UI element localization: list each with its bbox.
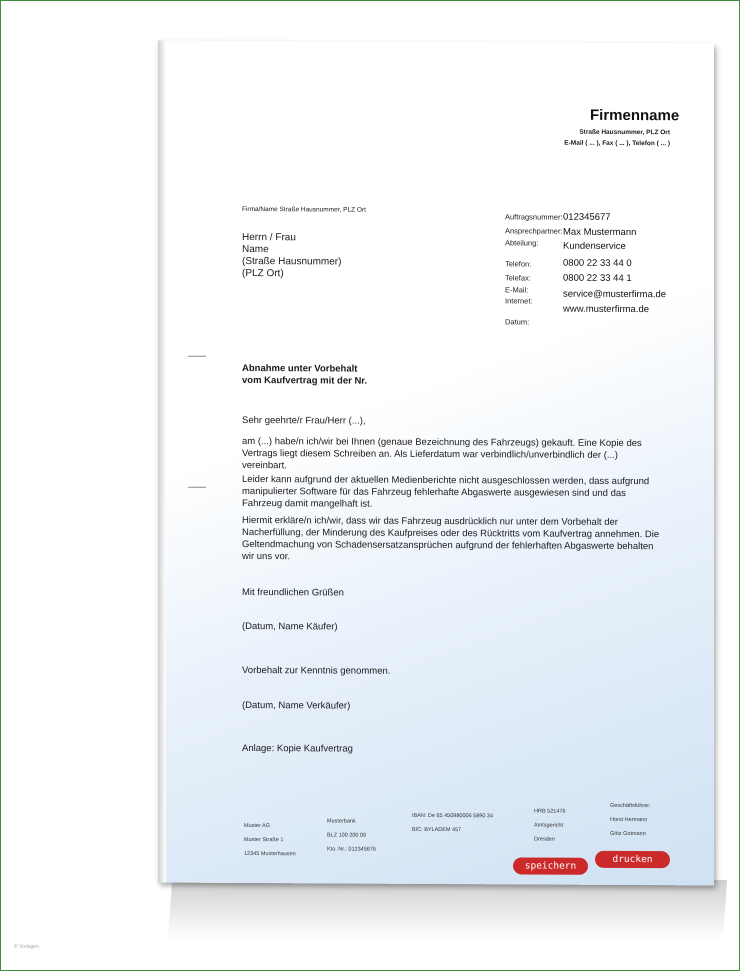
footer-register (534, 805, 566, 847)
print-button[interactable]: drucken (595, 851, 670, 868)
fax-label: Telefax: (505, 273, 531, 283)
company-name: Firmenname (590, 106, 680, 125)
recipient-line: Herrn / Frau (242, 231, 296, 244)
dept-value: Kundenservice (563, 240, 626, 252)
page-shadow (168, 880, 727, 940)
recipient-line: (PLZ Ort) (242, 267, 284, 280)
footer-management (610, 799, 651, 841)
footer-iban (412, 809, 493, 837)
footer-line: Muster AG (244, 822, 270, 830)
attachment-note: Anlage: Kopie Kaufvertrag (242, 742, 353, 755)
seller-signature: (Datum, Name Verkäufer) (242, 699, 351, 712)
footer-line: Kto. Nr.: 012345676 (327, 846, 376, 853)
internet-label: Internet: (505, 296, 533, 306)
recipient-line: Name (242, 243, 269, 256)
recipient-line: (Straße Hausnummer) (242, 255, 342, 268)
footer-line: Musterbank (327, 818, 356, 825)
salutation: Sehr geehrte/r Frau/Herr (...), (242, 414, 366, 427)
order-label: Auftragsnummer: (505, 212, 563, 222)
acknowledgement: Vorbehalt zur Kenntnis genommen. (242, 664, 391, 677)
paragraph-3: Hiermit erkläre/n ich/wir, dass wir das Fahrzeug ausdrücklich nur unter dem Vorbehalt der Nacherfüllung, der Minderung des Kaufpreises oder des Rücktritts vom Kaufvertrag annehmen. Die Geltendmachung von Schadensersatzansprüchen aufgrund der fehlerhaften Abgaswerte behalten wir uns vor. (242, 514, 660, 563)
paragraph-2: Leider kann aufgrund der aktuellen Medienberichte nicht ausgeschlossen werden, dass aufgrund manipulierter Software für das Fahrzeug fehlerhafte Abgaswerte ausgewiesen sind und das Fahrzeug damit mangelhaft ist. (242, 473, 650, 510)
footer-line: BLZ 100 200 00 (327, 832, 367, 839)
buyer-signature: (Datum, Name Käufer) (242, 620, 338, 633)
footer-line: Muster Straße 1 (244, 836, 284, 844)
subject-line: Abnahme unter Vorbehalt (242, 362, 358, 375)
footer-line: IBAN: De 65 450980006 5890 34 (412, 812, 494, 820)
footer-line: Geschäftsführer: (610, 802, 651, 810)
contact-value: Max Mustermann (563, 226, 637, 239)
footer-line: Götz Gotmann (610, 830, 646, 838)
subject-line: vom Kaufvertrag mit der Nr. (242, 374, 368, 387)
watermark: © Vorlagen (14, 944, 39, 950)
footer-company (244, 819, 296, 861)
footer-line: 12345 Musterhausen (244, 850, 296, 858)
phone-label: Telefon: (505, 259, 532, 269)
subject (242, 363, 367, 388)
page-edge (158, 41, 166, 883)
contact-label: Ansprechpartner: (505, 226, 563, 236)
recipient-block (242, 232, 341, 281)
letter-page (158, 41, 714, 886)
punch-mark (188, 487, 206, 488)
footer-line: HRB 521476 (534, 808, 566, 815)
phone-value: 0800 22 33 44 0 (563, 257, 632, 270)
footer-line: Amtsgericht (534, 822, 564, 829)
sender-line: Firma/Name Straße Hausnummer, PLZ Ort (242, 205, 366, 214)
dept-label: Abteilung: (505, 238, 539, 248)
footer-line: BIC: BYLADEM 457 (412, 826, 462, 834)
email-label: E-Mail: (505, 285, 529, 295)
date-label: Datum: (505, 317, 530, 327)
email-value: service@musterfirma.de (563, 288, 667, 301)
closing: Mit freundlichen Grüßen (242, 586, 344, 599)
save-button[interactable]: speichern (513, 857, 588, 874)
order-value: 012345677 (563, 211, 611, 223)
footer-bank (327, 814, 376, 856)
internet-value: www.musterfirma.de (563, 303, 650, 316)
footer-line: Dresden (534, 836, 555, 843)
company-address: Straße Hausnummer, PLZ Ort (579, 128, 670, 137)
fold-mark (188, 356, 206, 357)
footer-line: Horst Hermann (610, 816, 648, 824)
paragraph-1: am (...) habe/n ich/wir bei Ihnen (genaue Bezeichnung des Fahrzeugs) gekauft. Eine Kopie des Vertrags liegt diesem Schreiben an. Als Lieferdatum war verbindlich/unverbindlich der (...) vereinbart. (242, 435, 642, 472)
company-contact: E-Mail ( ... ), Fax ( ... ), Telefon ( ... ) (564, 139, 670, 148)
fax-value: 0800 22 33 44 1 (563, 272, 632, 285)
